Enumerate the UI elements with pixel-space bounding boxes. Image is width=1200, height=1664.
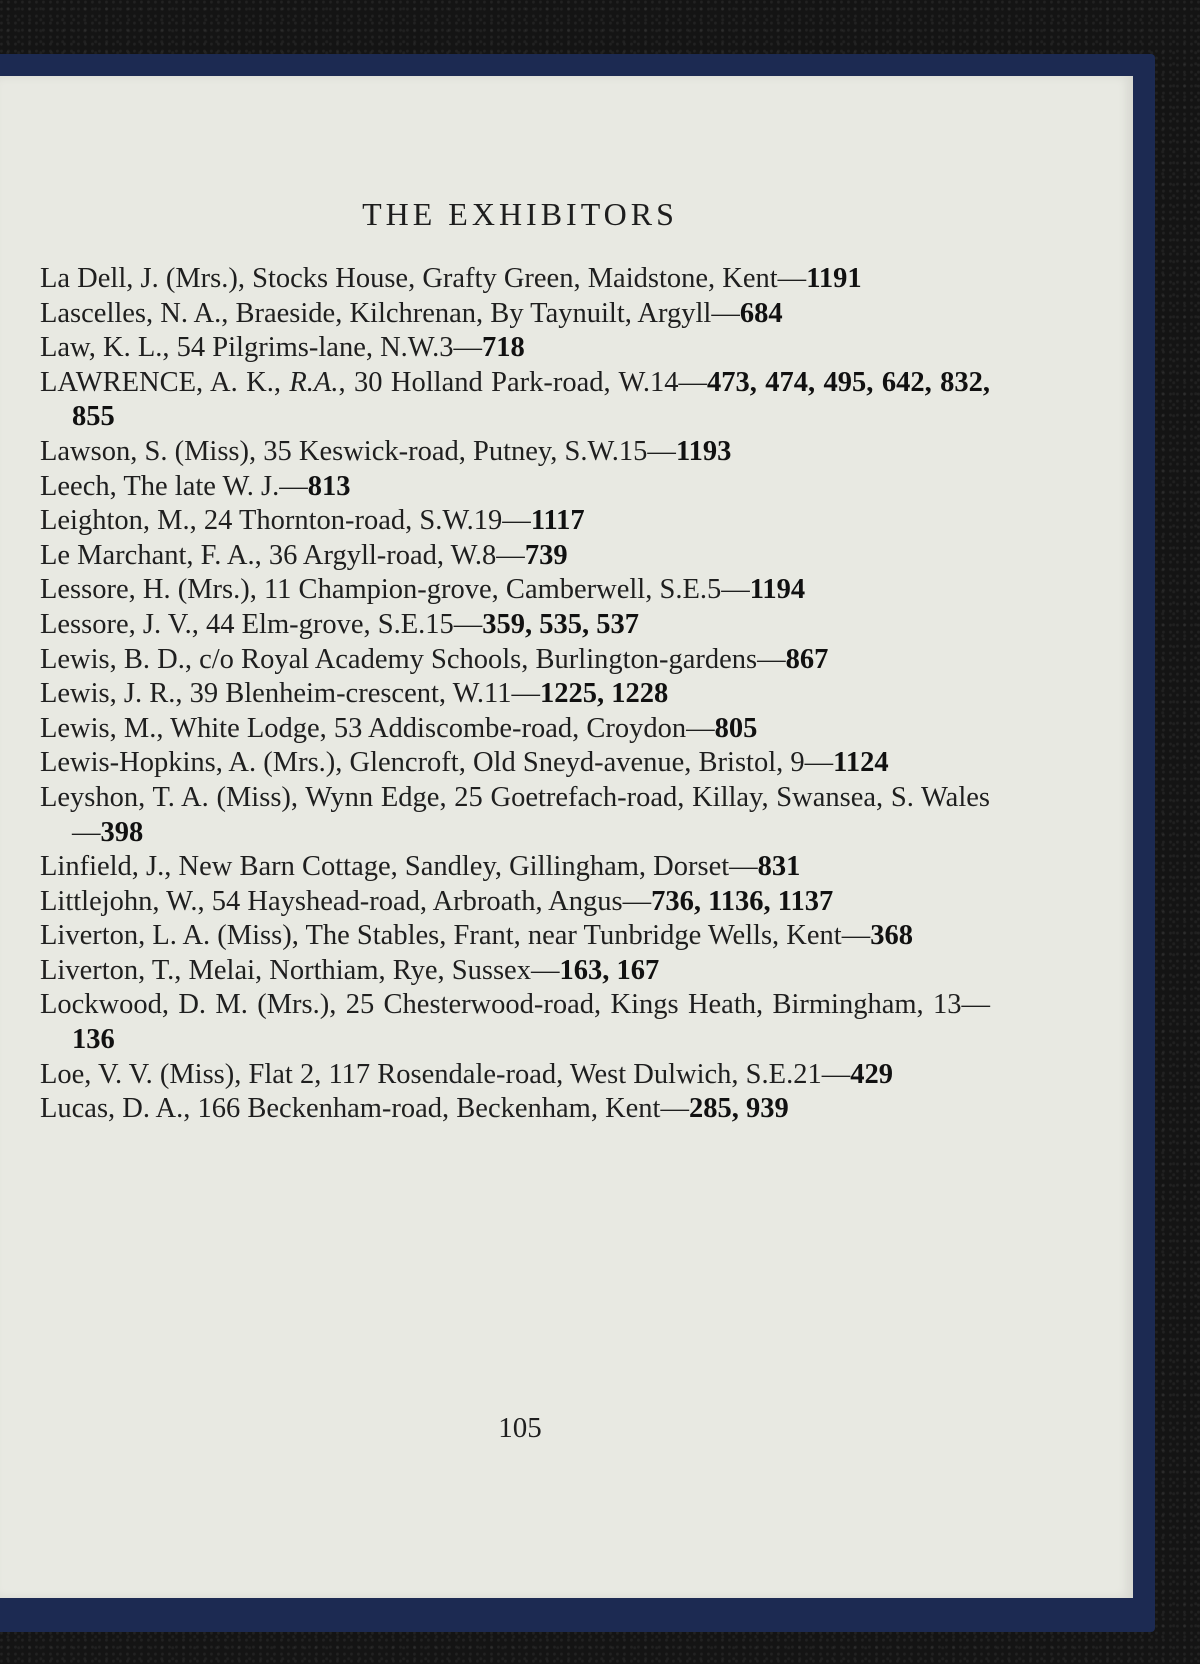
- exhibit-numbers: 368: [870, 920, 913, 952]
- exhibit-numbers: 163, 167: [559, 954, 660, 986]
- exhibitor-address: , 30 Holland Park-road, W.14—: [338, 366, 707, 398]
- exhibitor-entry: [40, 746, 990, 781]
- exhibit-numbers: 429: [850, 1058, 893, 1090]
- exhibit-numbers: 136: [72, 1024, 115, 1056]
- exhibit-numbers: 805: [714, 712, 758, 744]
- exhibit-numbers: 1191: [806, 263, 862, 294]
- exhibitor-address: Lessore, J. V., 44 Elm-grove, S.E.15—: [40, 608, 483, 640]
- exhibitor-entry: [40, 504, 990, 539]
- exhibitor-address: Littlejohn, W., 54 Hayshead-road, Arbroath, Angus—: [40, 885, 652, 917]
- exhibitor-entry: [40, 643, 990, 678]
- exhibitor-address: Leech, The late W. J.—: [40, 470, 308, 502]
- exhibitor-address: La Dell, J. (Mrs.), Stocks House, Grafty Green, Maidstone, Kent—: [40, 263, 807, 294]
- exhibitor-entry: [40, 366, 990, 435]
- exhibitor-entry: [40, 988, 990, 1057]
- exhibit-numbers: 684: [739, 297, 783, 329]
- exhibitor-entry: [40, 885, 990, 920]
- exhibitor-entry: [40, 712, 990, 747]
- exhibit-numbers: 398: [100, 816, 144, 848]
- exhibitor-address: Lewis, M., White Lodge, 53 Addiscombe-road, Croydon—: [40, 712, 715, 744]
- exhibitor-address: Lessore, H. (Mrs.), 11 Champion-grove, Camberwell, S.E.5—: [40, 574, 750, 606]
- exhibitor-entry: [40, 1058, 990, 1093]
- page-heading: THE EXHIBITORS: [362, 196, 678, 232]
- exhibitor-address: Liverton, T., Melai, Northiam, Rye, Sussex—: [40, 954, 560, 986]
- exhibitor-entry: [40, 470, 990, 505]
- exhibit-numbers: 739: [524, 539, 568, 571]
- exhibitor-entry: [40, 331, 990, 366]
- book-page: [0, 76, 1133, 1598]
- exhibitor-entry: [40, 781, 990, 850]
- exhibit-numbers: 867: [785, 643, 829, 675]
- exhibit-numbers: 831: [757, 851, 801, 883]
- exhibit-numbers: 1117: [530, 505, 585, 537]
- exhibitor-address: Lewis, J. R., 39 Blenheim-crescent, W.11—: [40, 678, 540, 710]
- exhibit-numbers: 1124: [833, 747, 889, 779]
- exhibitor-entry: [40, 954, 990, 989]
- exhibitor-address: Loe, V. V. (Miss), Flat 2, 117 Rosendale-road, West Dulwich, S.E.21—: [40, 1058, 851, 1090]
- exhibit-numbers: 359, 535, 537: [482, 608, 640, 640]
- exhibitor-address: Lewis-Hopkins, A. (Mrs.), Glencroft, Old Sneyd-avenue, Bristol, 9—: [40, 747, 834, 779]
- exhibit-numbers: 736, 1136, 1137: [651, 885, 834, 917]
- exhibitor-entry: [40, 262, 990, 297]
- exhibitor-entry: [40, 677, 990, 712]
- exhibit-numbers: 285, 939: [688, 1093, 789, 1125]
- exhibitor-entry: [40, 573, 990, 608]
- exhibitor-entry: [40, 850, 990, 885]
- exhibit-numbers: 473, 474, 495, 642, 832, 855: [72, 366, 990, 433]
- exhibit-numbers: 1194: [749, 574, 806, 606]
- exhibit-numbers: 1225, 1228: [540, 678, 669, 710]
- exhibitor-list: [40, 262, 990, 1127]
- exhibitor-address: Lascelles, N. A., Braeside, Kilchrenan, By Taynuilt, Argyll—: [40, 297, 740, 329]
- exhibitor-address: Lewis, B. D., c/o Royal Academy Schools, Burlington-gardens—: [40, 643, 786, 675]
- exhibit-numbers: 718: [481, 332, 525, 364]
- exhibitor-entry: [40, 435, 990, 470]
- exhibitor-entry: [40, 608, 990, 643]
- exhibitor-address: Leyshon, T. A. (Miss), Wynn Edge, 25 Goetrefach-road, Killay, Swansea, S. Wales—: [40, 781, 990, 848]
- exhibitor-entry: [40, 297, 990, 332]
- exhibitor-entry: [40, 1092, 990, 1127]
- exhibit-numbers: 1193: [675, 435, 732, 467]
- exhibitor-entry: [40, 539, 990, 574]
- exhibitor-entry: [40, 919, 990, 954]
- exhibitor-address: Le Marchant, F. A., 36 Argyll-road, W.8—: [40, 539, 525, 571]
- exhibitor-address: Lawson, S. (Miss), 35 Keswick-road, Putney, S.W.15—: [40, 435, 676, 467]
- exhibitor-address: Lockwood, D. M. (Mrs.), 25 Chesterwood-road, Kings Heath, Birmingham, 13—: [40, 989, 990, 1021]
- exhibitor-name: LAWRENCE, A. K.,: [40, 366, 290, 398]
- exhibitor-address: Linfield, J., New Barn Cottage, Sandley, Gillingham, Dorset—: [40, 851, 758, 883]
- exhibitor-address: Law, K. L., 54 Pilgrims-lane, N.W.3—: [40, 332, 482, 364]
- page-number: 105: [498, 1412, 542, 1444]
- exhibitor-address: Leighton, M., 24 Thornton-road, S.W.19—: [40, 505, 531, 537]
- exhibitor-title: R.A.: [289, 366, 339, 398]
- exhibitor-address: Liverton, L. A. (Miss), The Stables, Frant, near Tunbridge Wells, Kent—: [40, 920, 871, 952]
- exhibitor-address: Lucas, D. A., 166 Beckenham-road, Beckenham, Kent—: [40, 1093, 689, 1125]
- exhibit-numbers: 813: [307, 470, 351, 502]
